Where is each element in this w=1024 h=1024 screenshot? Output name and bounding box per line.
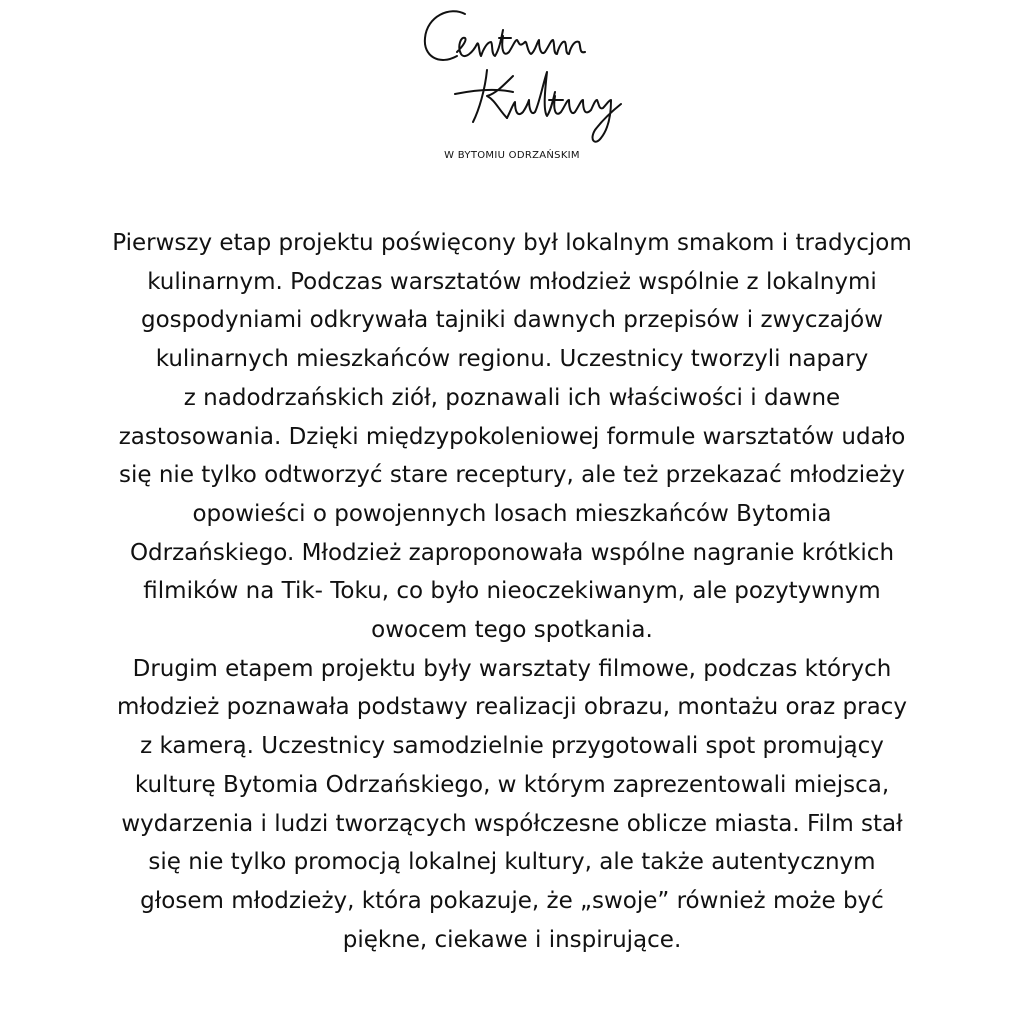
text-line: zastosowania. Dzięki międzypokoleniowej formule warsztatów udało: [118, 423, 906, 450]
text-line: głosem młodzieży, która pokazuje, że „swoje” również może być: [140, 887, 884, 914]
text-line: owocem tego spotkania.: [371, 617, 653, 644]
paragraph-2: [20, 650, 1004, 960]
text-line: opowieści o powojennych losach mieszkańców Bytomia: [192, 500, 832, 527]
text-line: Pierwszy etap projektu poświęcony był lokalnym smakom i tradycjom: [112, 230, 912, 256]
article-body: [20, 224, 1004, 959]
logo: [0, 0, 1024, 180]
paragraph-1: [20, 224, 1004, 650]
text-line: kulinarnych mieszkańców regionu. Uczestnicy tworzyli napary: [155, 346, 869, 373]
text-line: kulturę Bytomia Odrzańskiego, w którym zaprezentowali miejsca,: [134, 771, 890, 798]
text-line: młodzież poznawała podstawy realizacji obrazu, montażu oraz pracy: [117, 694, 907, 721]
text-line: się nie tylko promocją lokalnej kultury, ale także autentycznym: [148, 849, 876, 876]
text-line: wydarzenia i ludzi tworzących współczesne oblicze miasta. Film stał: [121, 810, 903, 837]
text-line: z kamerą. Uczestnicy samodzielnie przygotowali spot promujący: [140, 733, 884, 760]
text-line: filmików na Tik- Toku, co było nieoczekiwanym, ale pozytywnym: [143, 578, 881, 605]
text-line: Drugim etapem projektu były warsztaty filmowe, podczas których: [132, 655, 892, 682]
text-line: z nadodrzańskich ziół, poznawali ich właściwości i dawne: [183, 384, 841, 411]
text-line: kulinarnym. Podczas warsztatów młodzież wspólnie z lokalnymi: [147, 268, 877, 295]
text-line: piękne, ciekawe i inspirujące.: [342, 926, 682, 953]
text-line: gospodyniami odkrywała tajniki dawnych przepisów i zwyczajów: [140, 307, 884, 334]
logo-subtitle: W BYTOMIU ODRZAŃSKIM: [444, 150, 580, 161]
text-line: się nie tylko odtworzyć stare receptury, ale też przekazać młodzieży: [119, 462, 905, 489]
text-line: Odrzańskiego. Młodzież zaproponowała wspólne nagranie krótkich: [129, 539, 895, 566]
